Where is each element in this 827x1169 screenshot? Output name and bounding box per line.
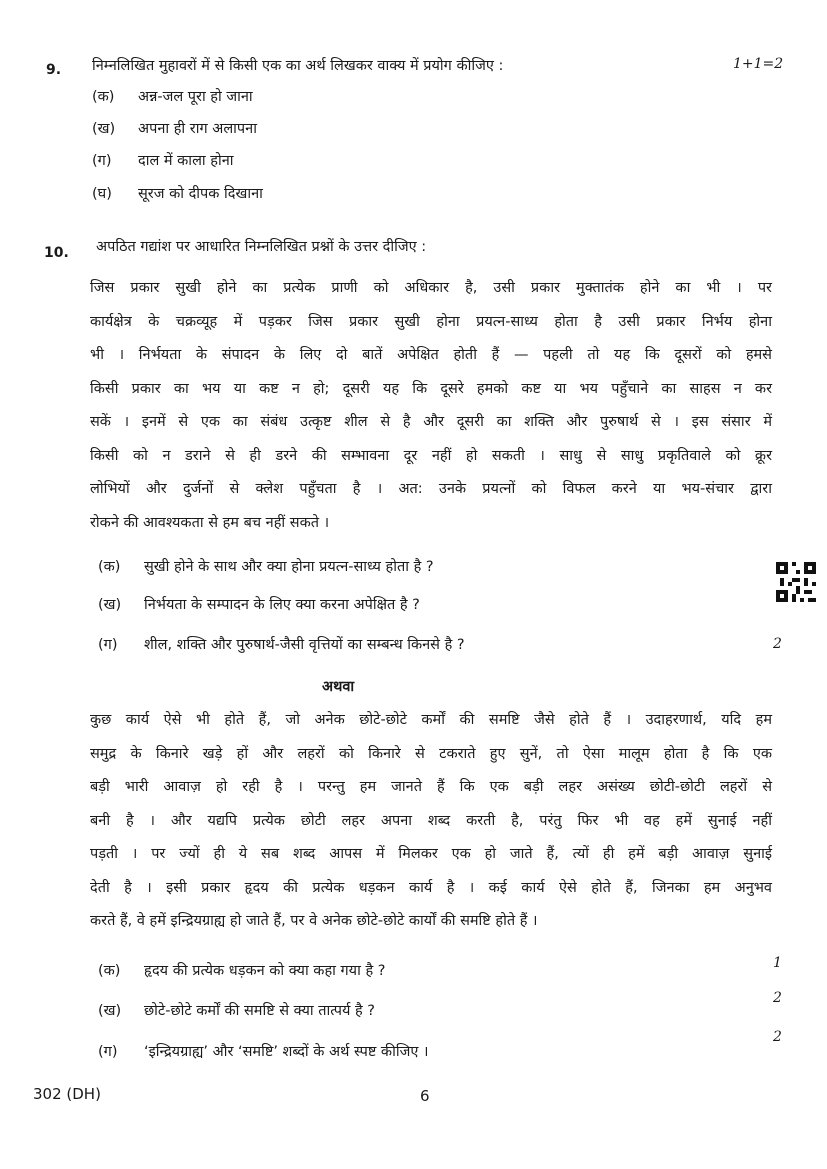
- passage1-question: [98, 556, 434, 576]
- question-marks: 2: [773, 990, 782, 1006]
- or-separator: अथवा: [322, 679, 355, 695]
- passage-line: देती है । इसी प्रकार हृदय की प्रत्येक धड़कन कार्य है । कई कार्य ऐसे होते हैं, जिनका हम अनुभव: [90, 879, 772, 896]
- passage-line: रोकने की आवश्यकता से हम बच नहीं सकते ।: [90, 514, 330, 531]
- question-marks: 2: [773, 1029, 782, 1045]
- question-text: छोटे-छोटे कर्मों की समष्टि से क्या तात्पर्य है ?: [144, 1003, 375, 1019]
- passage-line: कुछ कार्य ऐसे भी होते हैं, जो अनेक छोटे-छोटे कर्मों की समष्टि जैसे होते हैं । उदाहरणार्थ, यदि हम: [90, 712, 772, 728]
- paper-code: 302 (DH): [33, 1085, 101, 1103]
- question-text: निर्भयता के सम्पादन के लिए क्या करना अपेक्षित है ?: [144, 597, 420, 613]
- option-label: (ग): [92, 153, 112, 169]
- passage-line: बनी है । और यद्यपि प्रत्येक छोटी लहर अपना शब्द करती है, परंतु फिर भी वह हमें सुनाई नहीं: [90, 812, 772, 829]
- q10-instruction: अपठित गद्यांश पर आधारित निम्नलिखित प्रश्नों के उत्तर दीजिए :: [96, 239, 427, 255]
- option-label: (क): [92, 89, 115, 105]
- question-label: (क): [98, 559, 121, 575]
- passage1-question: [98, 634, 465, 654]
- question-label: (ख): [98, 597, 122, 613]
- passage-line: किसी को न डराने से ही डरने की सम्भावना दूर नहीं हो सकती । साधु से साधु प्रकृतिवाले को क्रूर: [90, 447, 772, 464]
- option-text: सूरज को दीपक दिखाना: [138, 186, 263, 202]
- option-text: अपना ही राग अलापना: [138, 121, 257, 137]
- question-text: शील, शक्ति और पुरुषार्थ-जैसी वृत्तियों का सम्बन्ध किनसे है ?: [144, 637, 465, 653]
- passage-line: कार्यक्षेत्र के चक्रव्यूह में पड़कर जिस प्रकार सुखी होना प्रयत्न-साध्य होता है उसी प्रकार निर्भय होना: [90, 313, 772, 330]
- q9-option: [92, 183, 263, 203]
- option-text: अन्न-जल पूरा हो जाना: [138, 89, 253, 105]
- q9-instruction: निम्नलिखित मुहावरों में से किसी एक का अर्थ लिखकर वाक्य में प्रयोग कीजिए :: [92, 58, 504, 74]
- passage-line: लोभियों और दुर्जनों से क्लेश पहुँचता है । अत: उनके प्रयत्नों को विफल करने या भय-संचार द्वारा: [90, 481, 772, 497]
- passage-line: किसी प्रकार का भय या कष्ट न हो; दूसरी यह कि दूसरे हमको कष्ट या भय पहुँचाने का साहस न कर: [90, 380, 772, 397]
- passage-line: बड़ी भारी आवाज़ हो रही है । परन्तु हम जानते हैं कि एक बड़ी लहर असंख्य छोटी-छोटी लहरों से: [90, 779, 772, 795]
- page-number: 6: [420, 1087, 430, 1105]
- option-text: दाल में काला होना: [138, 153, 234, 169]
- unseen-passage-2: [90, 704, 772, 939]
- passage2-question: [98, 960, 385, 980]
- option-label: (ख): [92, 121, 116, 137]
- question-text: ‘इन्द्रियग्राह्य’ और ‘समष्टि’ शब्दों के अर्थ स्पष्ट कीजिए ।: [144, 1044, 429, 1060]
- q9-option: [92, 150, 234, 170]
- question-label: (ग): [98, 637, 118, 653]
- passage-line: पड़ती । पर ज्यों ही ये सब शब्द आपस में मिलकर एक हो जाते हैं, त्यों ही हमें बड़ी आवाज़ सुनाई: [90, 846, 772, 862]
- passage2-question: [98, 1041, 428, 1061]
- passage1-question: [98, 594, 420, 614]
- qr-code-icon: [776, 562, 816, 606]
- passage-line: सकें । इनमें से एक का संबंध उत्कृष्ट शील से है और दूसरी का शक्ति और पुरुषार्थ से । इस संसार में: [90, 414, 772, 430]
- q9-option: [92, 118, 257, 138]
- passage-line: समुद्र के किनारे खड़े हों और लहरों को किनारे से टकराते हुए सुनें, तो ऐसा मालूम होता है कि एक: [90, 745, 772, 762]
- passage-line: करते हैं, वे हमें इन्द्रियग्राह्य हो जाते हैं, पर वे अनेक छोटे-छोटे कार्यों की समष्टि होते हैं ।: [90, 913, 538, 929]
- q9-number: 9.: [46, 62, 62, 78]
- passage-line: भी । निर्भयता के संपादन के लिए दो बातें अपेक्षित होती हैं — पहली तो यह कि दूसरों को हमसे: [90, 347, 772, 363]
- question-label: (ख): [98, 1003, 122, 1019]
- question-label: (क): [98, 963, 121, 979]
- unseen-passage-1: [90, 272, 772, 540]
- question-text: सुखी होने के साथ और क्या होना प्रयत्न-साध्य होता है ?: [144, 559, 434, 575]
- q9-option: [92, 86, 253, 106]
- passage2-question: [98, 1000, 375, 1020]
- question-label: (ग): [98, 1044, 118, 1060]
- question-marks: 1: [773, 955, 782, 971]
- question-marks: 2: [773, 636, 782, 652]
- q10-number: 10.: [44, 245, 69, 261]
- option-label: (घ): [92, 186, 112, 202]
- passage-line: जिस प्रकार सुखी होने का प्रत्येक प्राणी को अधिकार है, उसी प्रकार मुक्तातंक होने का भी । पर: [90, 280, 772, 296]
- question-text: हृदय की प्रत्येक धड़कन को क्या कहा गया है ?: [144, 963, 386, 979]
- q9-marks: 1+1=2: [733, 56, 784, 72]
